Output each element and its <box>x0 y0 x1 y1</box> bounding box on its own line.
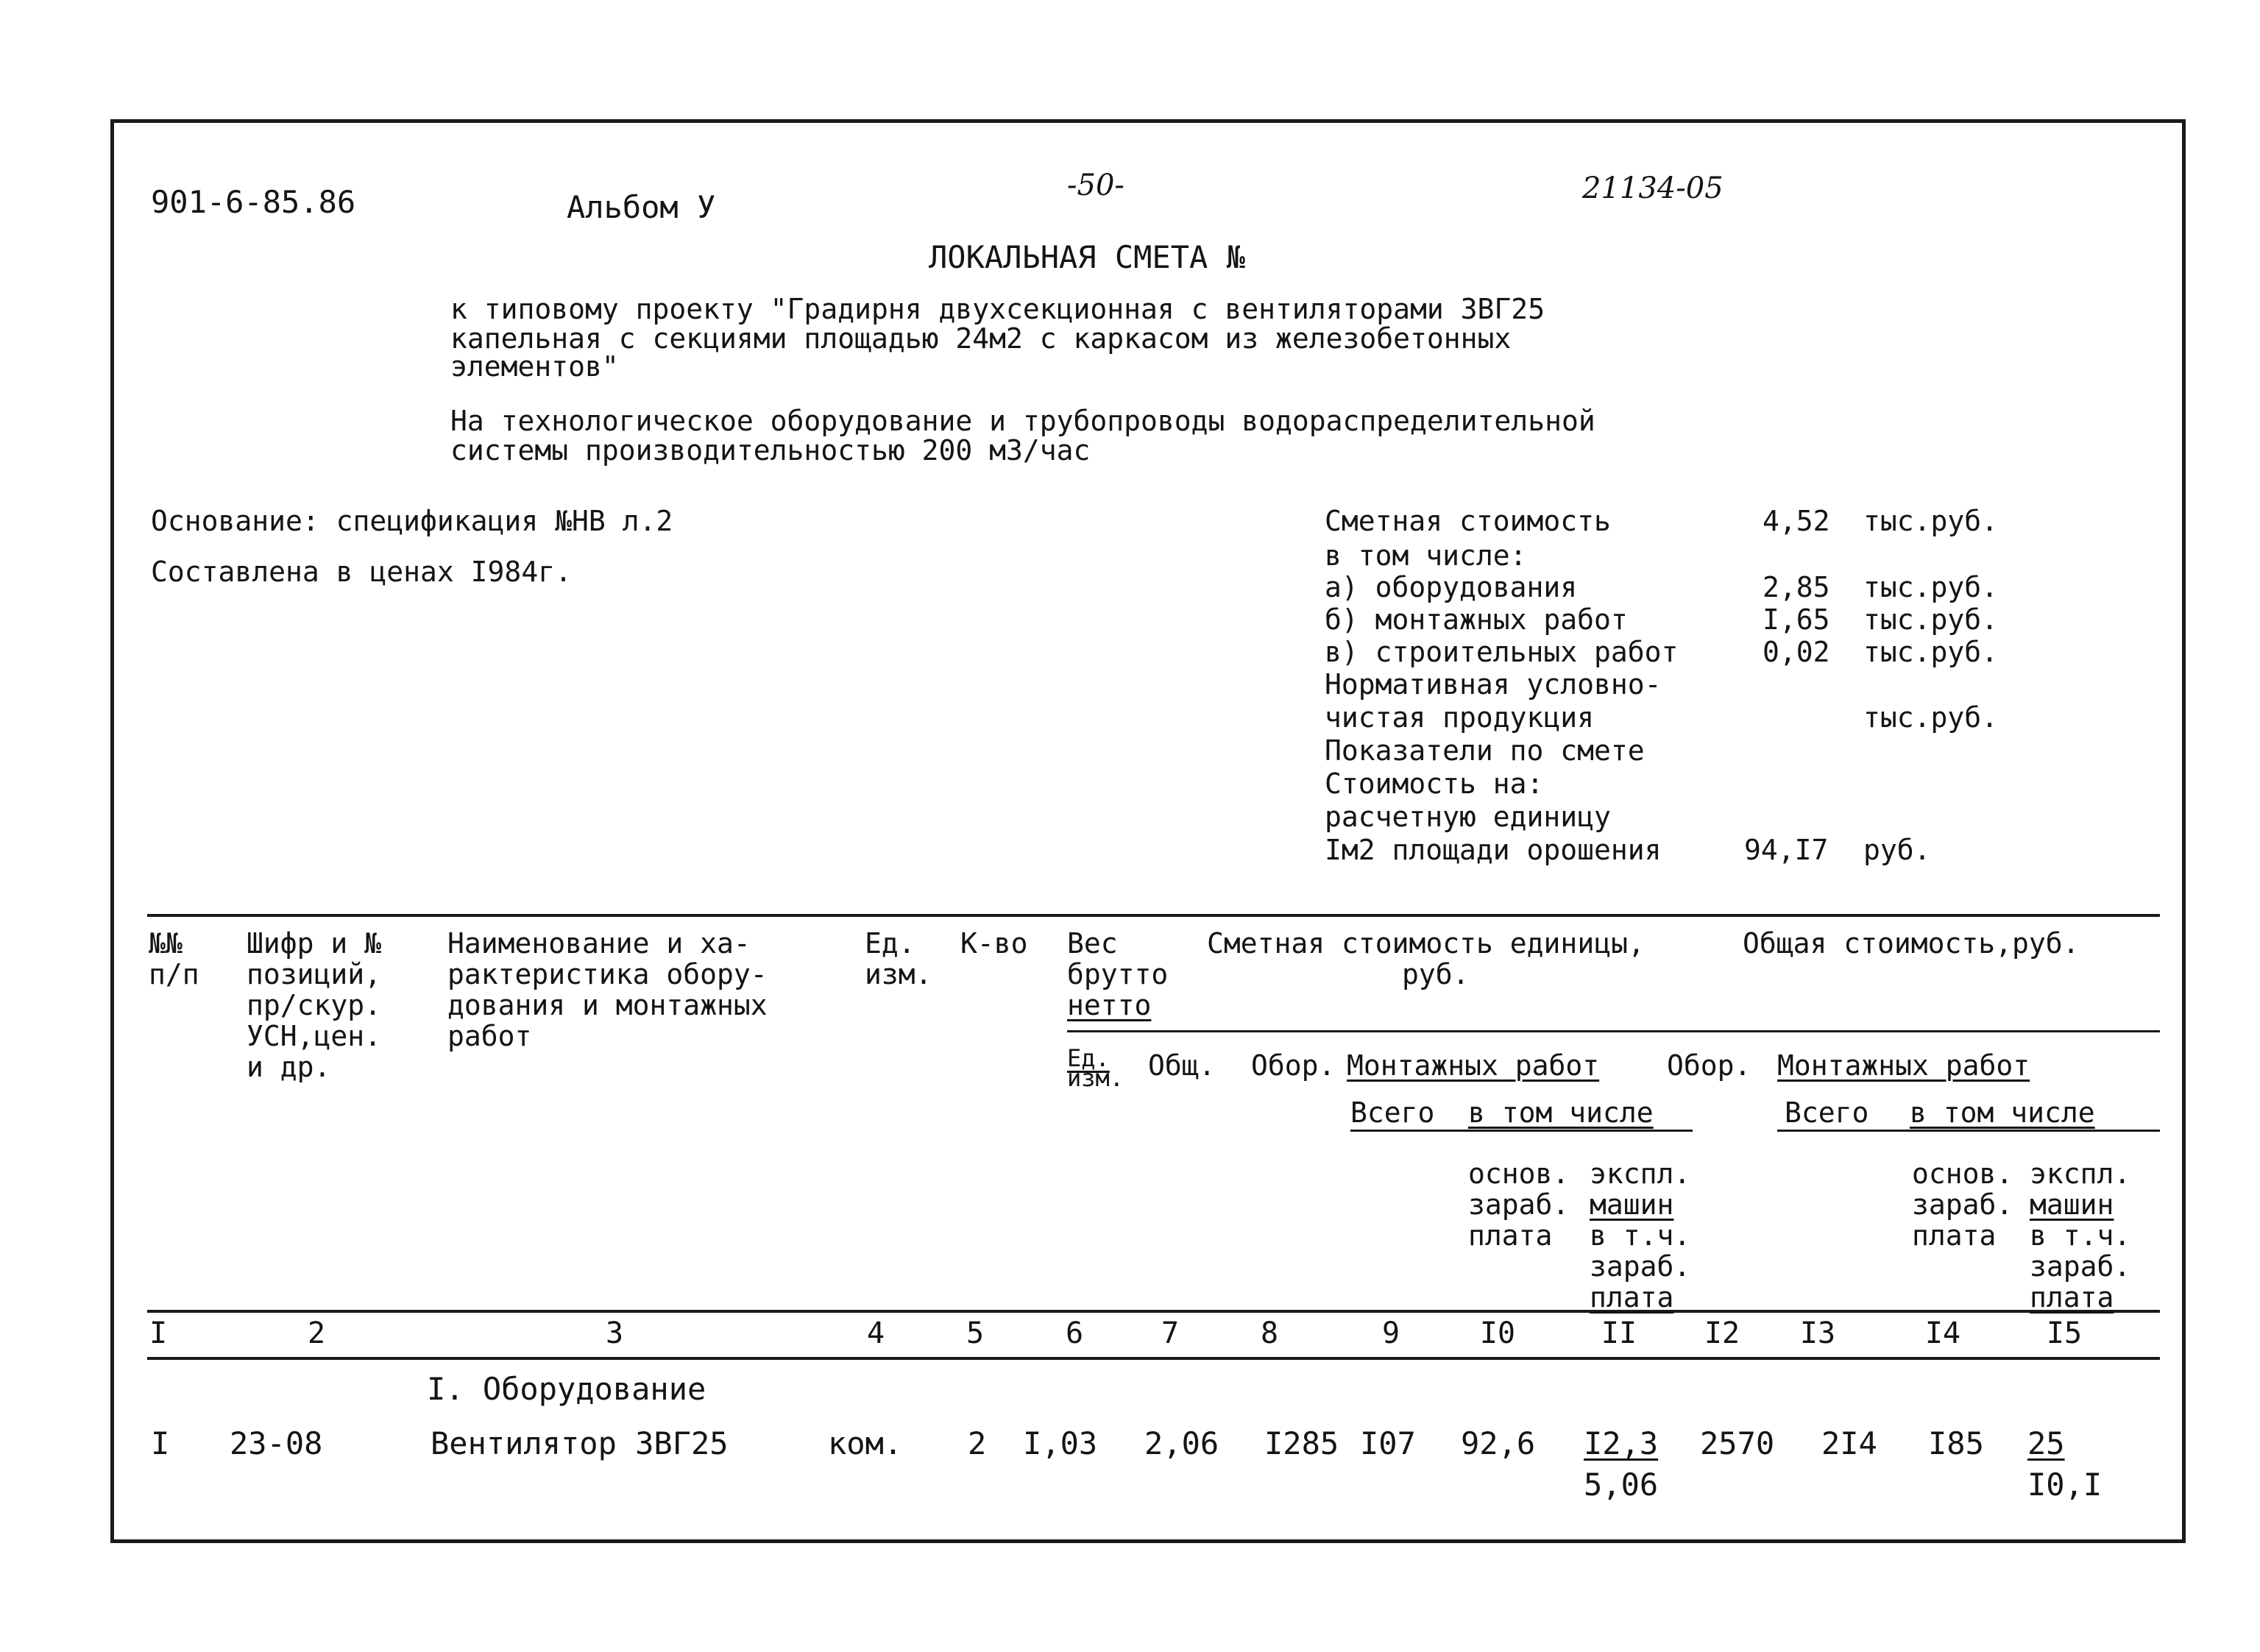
ed-izm-head: изм. <box>1067 1064 1124 1092</box>
col3-head: дования и монтажных <box>447 989 768 1021</box>
column-number: I5 <box>2046 1316 2083 1350</box>
row-unit: ком. <box>828 1425 903 1461</box>
column-number: 4 <box>866 1316 885 1350</box>
summary-unit: тыс.руб. <box>1863 571 1999 603</box>
summary-value: 4,52 <box>1763 505 1830 537</box>
summary-label: Стоимость на: <box>1325 767 1544 800</box>
summary-value: 94,I7 <box>1744 834 1829 866</box>
unit-cost-head: Сметная стоимость единицы, <box>1207 927 1645 960</box>
column-number: 5 <box>966 1316 985 1350</box>
col4-head: изм. <box>865 958 932 990</box>
summary-unit: тыс.руб. <box>1863 636 1999 668</box>
page-number: -50- <box>1067 169 1124 202</box>
column-number: 8 <box>1260 1316 1279 1350</box>
eksp-head-1: плата <box>1590 1281 1674 1314</box>
col6-head: Вес <box>1067 927 1118 960</box>
osn-head-1: зараб. <box>1468 1188 1570 1221</box>
header-bottom-rule <box>147 1310 2160 1313</box>
summary-unit: тыс.руб. <box>1863 505 1999 537</box>
obor-head-2: Обор. <box>1667 1049 1751 1082</box>
obor-head-1: Обор. <box>1251 1049 1336 1082</box>
col3-head: работ <box>447 1020 532 1052</box>
row-col15-bottom: I0,I <box>2027 1467 2103 1503</box>
summary-label: Сметная стоимость <box>1325 505 1611 537</box>
column-number: 2 <box>307 1316 326 1350</box>
row-name: Вентилятор 3ВГ25 <box>431 1425 729 1461</box>
col1-head: №№ <box>149 927 183 960</box>
col2-head: позиций, <box>247 958 382 990</box>
project-line-2: капельная с секциями площадью 24м2 с каркасом из железобетонных <box>450 322 1512 355</box>
row-col11-bottom: 5,06 <box>1584 1467 1659 1503</box>
column-number: I <box>149 1316 168 1350</box>
column-number: I4 <box>1924 1316 1961 1350</box>
column-number: 6 <box>1065 1316 1084 1350</box>
section-title: I. Оборудование <box>427 1371 706 1407</box>
summary-label: расчетную единицу <box>1325 801 1611 833</box>
document-number: 21134-05 <box>1582 171 1724 205</box>
summary-unit: тыс.руб. <box>1863 701 1999 734</box>
osn-head-2: плата <box>1912 1219 1997 1252</box>
eksp-head-1: экспл. <box>1590 1158 1691 1190</box>
column-number: II <box>1601 1316 1637 1350</box>
row-col8: I285 <box>1264 1425 1339 1461</box>
row-col14: I85 <box>1928 1425 1984 1461</box>
row-qty: 2 <box>968 1425 987 1461</box>
row-code: 23-08 <box>230 1425 323 1461</box>
row-col13: 2I4 <box>1821 1425 1877 1461</box>
project-line-1: к типовому проекту "Градирня двухсекционная с вентиляторами 3ВГ25 <box>450 293 1545 325</box>
header-rule-vsego2 <box>1777 1130 2160 1132</box>
basis-text: Основание: спецификация №НВ л.2 <box>151 505 673 537</box>
row-number: I <box>151 1425 170 1461</box>
row-weight: I,03 <box>1023 1425 1098 1461</box>
eksp-head-1: зараб. <box>1590 1250 1691 1283</box>
row-weight-total: 2,06 <box>1144 1425 1219 1461</box>
row-col10: 92,6 <box>1461 1425 1536 1461</box>
eksp-head-2: экспл. <box>2030 1158 2131 1190</box>
osn-head-2: зараб. <box>1912 1188 2013 1221</box>
unit-cost-rub: руб. <box>1402 958 1470 990</box>
summary-label: Показатели по смете <box>1325 734 1645 767</box>
prices-text: Составлена в ценах I984г. <box>151 556 572 588</box>
total-cost-head: Общая стоимость,руб. <box>1743 927 2080 960</box>
col6-head: брутто <box>1067 958 1169 990</box>
summary-unit: руб. <box>1863 834 1931 866</box>
column-number: I0 <box>1479 1316 1516 1350</box>
col5-head: К-во <box>960 927 1028 960</box>
eksp-head-1: машин <box>1590 1188 1674 1221</box>
column-number: I3 <box>1799 1316 1836 1350</box>
row-col11-top: I2,3 <box>1584 1425 1659 1461</box>
header-rule-vsego1 <box>1350 1130 1693 1132</box>
col3-head: Наименование и ха- <box>447 927 751 960</box>
osn-head-1: плата <box>1468 1219 1553 1252</box>
col1-head: п/п <box>149 958 199 990</box>
column-number: 7 <box>1161 1316 1180 1350</box>
purpose-line-2: системы производительностью 200 м3/час <box>450 434 1091 467</box>
summary-value: 2,85 <box>1763 571 1830 603</box>
summary-label: б) монтажных работ <box>1325 603 1628 636</box>
purpose-line-1: На технологическое оборудование и трубопроводы водораспределительной <box>450 405 1595 437</box>
col3-head: рактеристика обору- <box>447 958 768 990</box>
vsego-head-2: Всего <box>1785 1096 1869 1129</box>
summary-value: I,65 <box>1763 603 1830 636</box>
summary-label: Iм2 площади орошения <box>1325 834 1662 866</box>
col4-head: Ед. <box>865 927 915 960</box>
column-number: 9 <box>1381 1316 1400 1350</box>
eksp-head-2: в т.ч. <box>2030 1219 2131 1252</box>
estimate-title: ЛОКАЛЬНАЯ СМЕТА № <box>929 239 1245 275</box>
mont-head-2: Монтажных работ <box>1777 1049 2030 1082</box>
eksp-head-2: машин <box>2030 1188 2114 1221</box>
table-top-rule <box>147 914 2160 917</box>
album-label: Альбом У <box>567 189 716 225</box>
header-rule-1 <box>1067 1030 2160 1032</box>
project-line-3: элементов" <box>450 350 619 383</box>
mont-head-1: Монтажных работ <box>1347 1049 1600 1082</box>
vtch-head-2: в том числе <box>1910 1096 2095 1129</box>
summary-value: 0,02 <box>1763 636 1830 668</box>
eksp-head-2: плата <box>2030 1281 2114 1314</box>
row-col15-top: 25 <box>2027 1425 2065 1461</box>
summary-label: в) строительных работ <box>1325 636 1679 668</box>
col2-head: пр/скур. <box>247 989 382 1021</box>
column-number: I2 <box>1704 1316 1740 1350</box>
osn-head-2: основ. <box>1912 1158 2013 1190</box>
col2-head: Шифр и № <box>247 927 382 960</box>
row-col12: 2570 <box>1700 1425 1775 1461</box>
summary-label: в том числе: <box>1325 539 1527 572</box>
doc-code: 901-6-85.86 <box>151 184 356 220</box>
summary-label: Нормативная условно- <box>1325 668 1662 701</box>
eksp-head-2: зараб. <box>2030 1250 2131 1283</box>
summary-label: чистая продукция <box>1325 701 1595 734</box>
summary-label: а) оборудования <box>1325 571 1578 603</box>
osn-head-1: основ. <box>1468 1158 1570 1190</box>
column-number-rule <box>147 1357 2160 1360</box>
vsego-head-1: Всего <box>1350 1096 1435 1129</box>
ed-izm-head: Ед. <box>1067 1044 1110 1072</box>
col6-head: нетто <box>1067 989 1152 1021</box>
summary-unit: тыс.руб. <box>1863 603 1999 636</box>
column-number: 3 <box>605 1316 624 1350</box>
obsch-head: Общ. <box>1148 1049 1216 1082</box>
vtch-head-1: в том числе <box>1468 1096 1654 1129</box>
col2-head: и др. <box>247 1051 331 1083</box>
row-col9: I07 <box>1360 1425 1416 1461</box>
eksp-head-1: в т.ч. <box>1590 1219 1691 1252</box>
col2-head: УСН,цен. <box>247 1020 382 1052</box>
